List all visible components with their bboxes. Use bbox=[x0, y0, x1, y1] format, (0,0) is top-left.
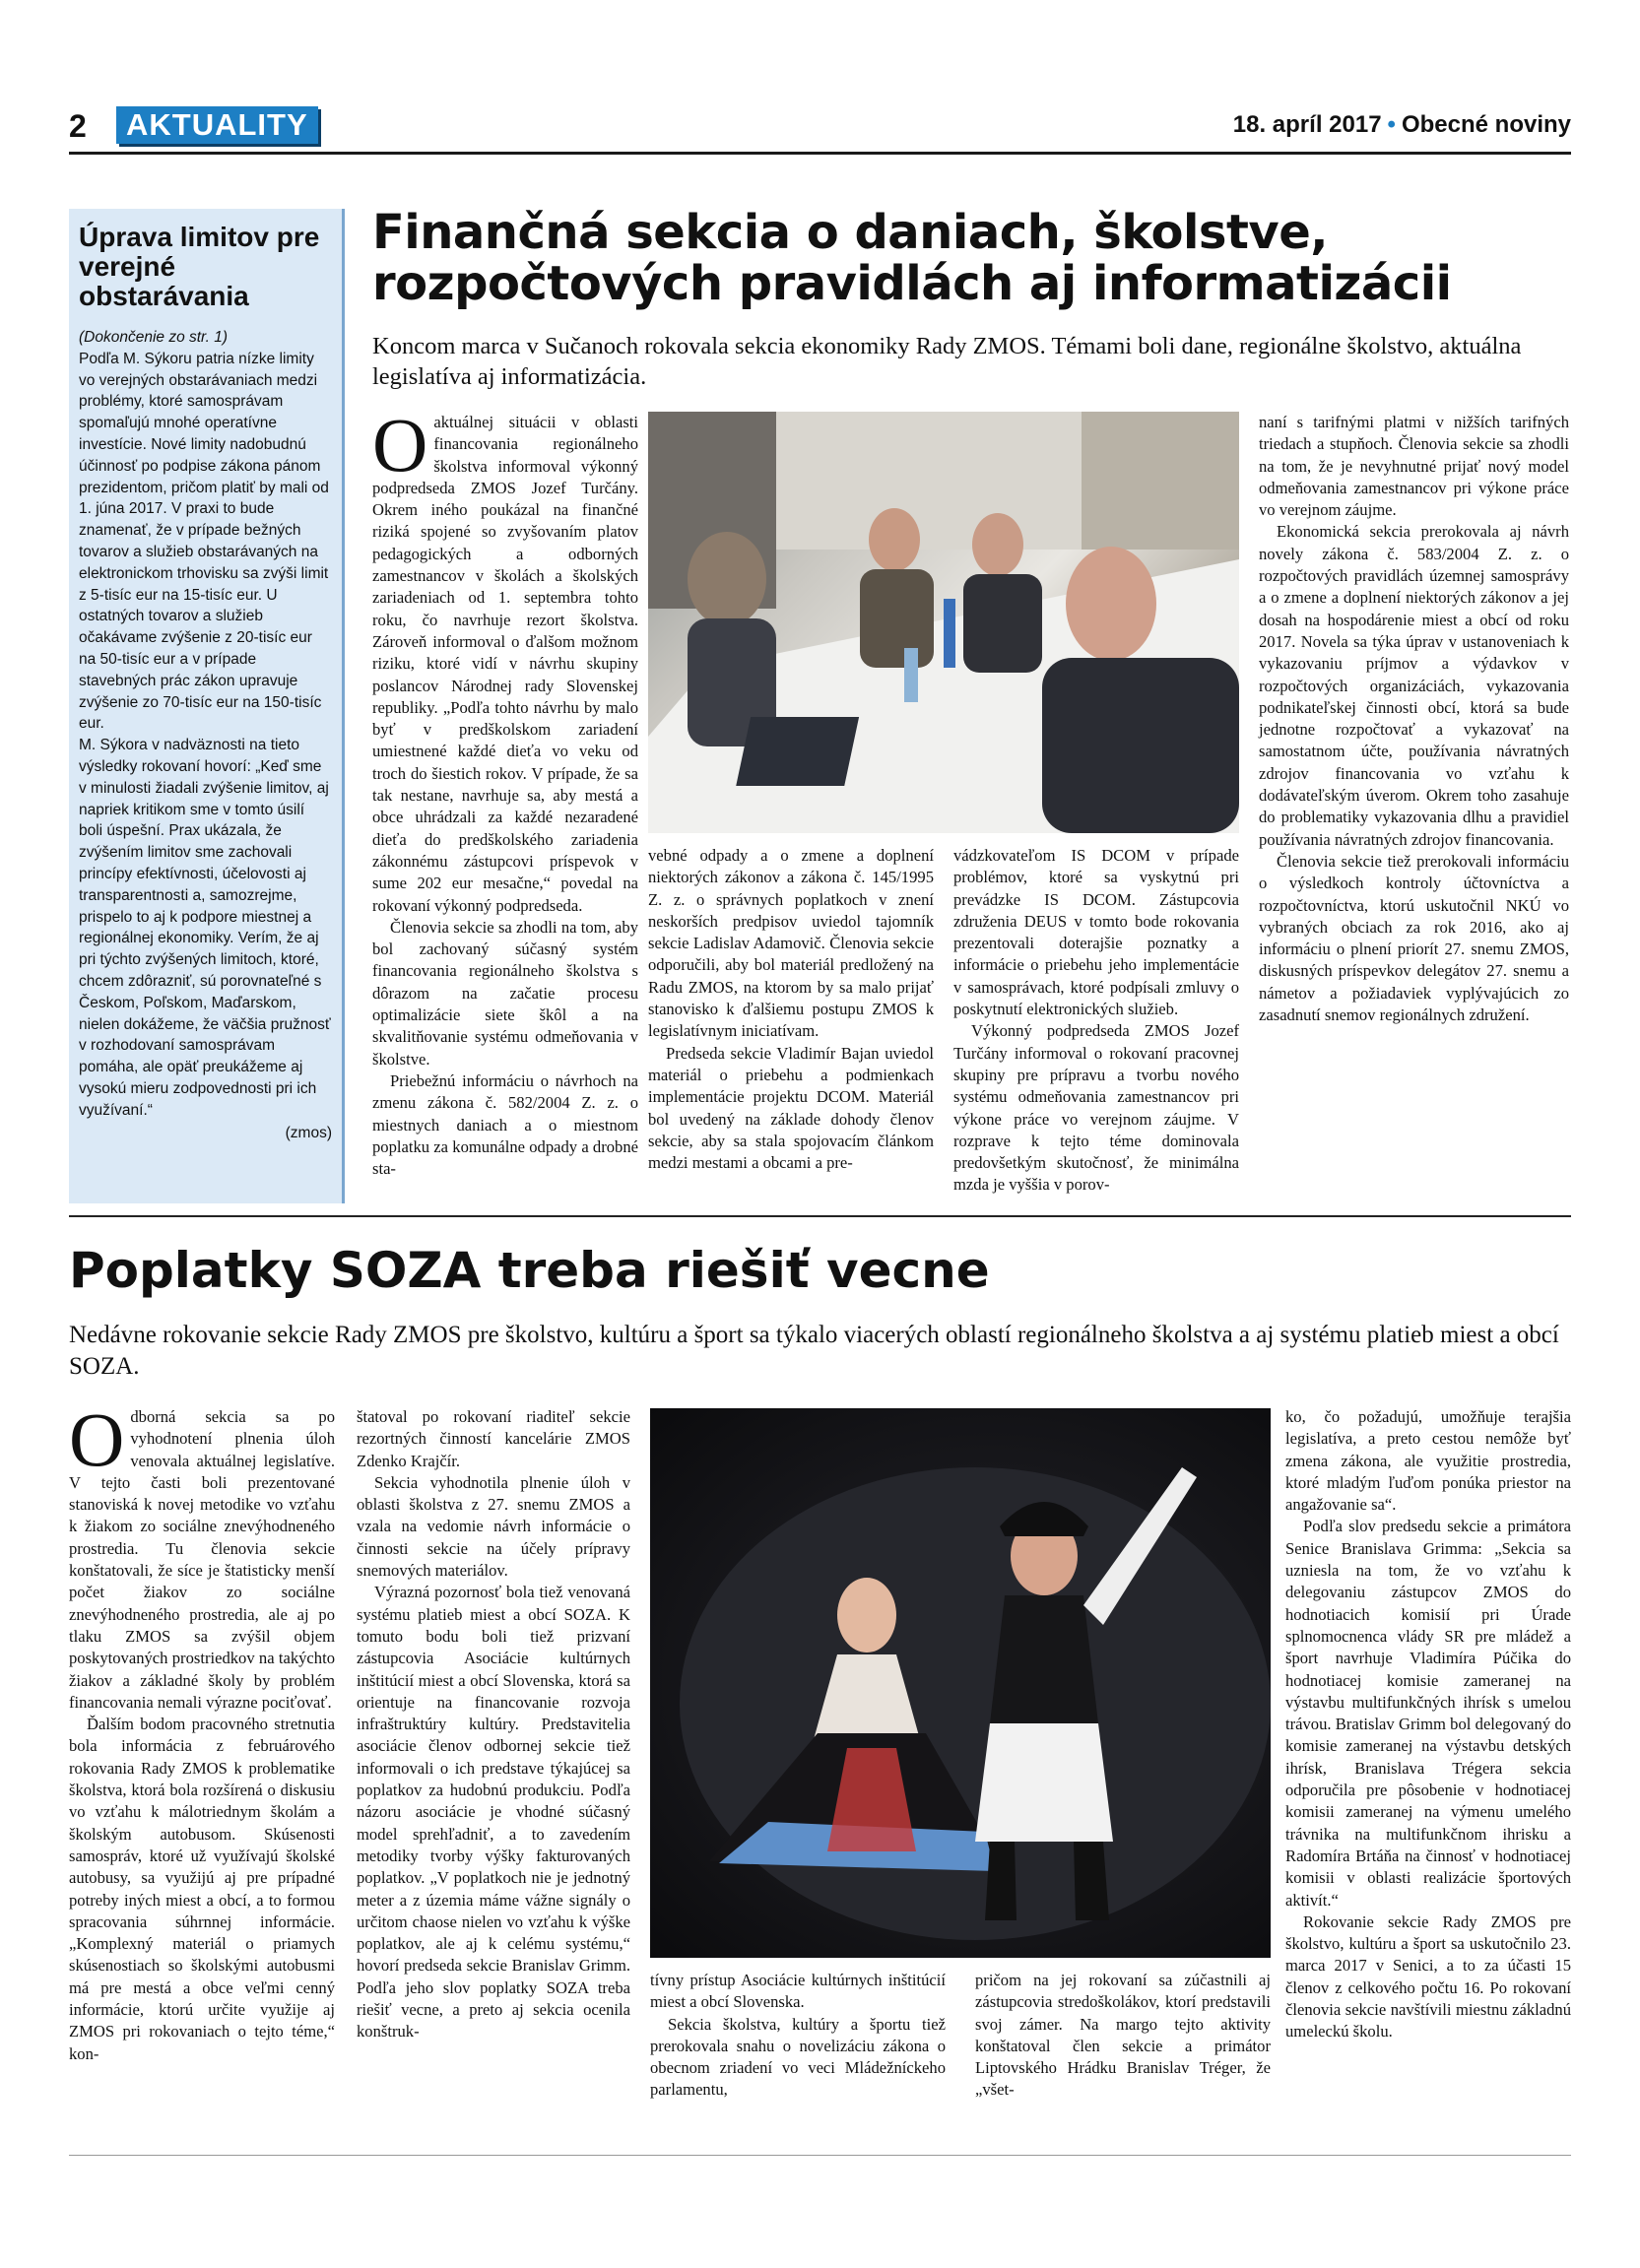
article2-paragraph: pričom na jej rokovaní sa zúčastnili aj zástupcovia stredoškolákov, ktorí predstavili svoj zámer. Na margo tejto aktivity konštatoval člen sekcie a primátor Liptovského Hrádku Branislav Tréger, že „všet- bbox=[975, 1971, 1271, 2100]
article1-column-4 bbox=[1259, 412, 1569, 1026]
meeting-photo bbox=[648, 412, 1239, 833]
article1-paragraph: vádzkovateľom IS DCOM v prípade problémov, ktoré sa vyskytnú pri prevádzke IS DCOM. Zástupcovia združenia DEUS v tomto bode rokovania prezentovali doterajšie poznatky a informácie o priebehu jeho implementácie v samosprávach, ktoré podpísali zmluvy o poskytnutí elektronických služieb. bbox=[953, 846, 1239, 1019]
article2-paragraph: Odborná sekcia sa po vyhodnotení plnenia úloh venovala aktuálnej legislatíve. V tejto časti boli prezentované stanoviská k novej metodike vo vzťahu k žiakom zo sociálne znevýhodneného prostredia. Tu členovia sekcie konštatovali, že síce je štatisticky menší počet žiakov zo sociálne znevýhodneného prostredia, ale aj po tlaku ZMOS sa zvýšil objem poskytovaných prostriedkov na takýchto žiakov a základné školy by problém financovania nemali výrazne pociťovať. bbox=[69, 1396, 335, 1712]
page-number: 2 bbox=[69, 108, 87, 144]
article1-column-1 bbox=[372, 402, 638, 1180]
article1-paragraph: vebné odpady a o zmene a doplnení niektorých zákonov a zákona č. 145/1995 Z. z. o správnych poplatkoch v znení neskorších predpisov uviedol tajomník sekcie Ladislav Adamovič. Členovia sekcie odporučili, aby bol materiál predložený na Radu ZMOS, na ktorom by sa malo prijať stanovisko k ďalšiemu postupu ZMOS k legislatívnym iniciatívam. bbox=[648, 846, 934, 1041]
article1-paragraph: Členovia sekcie tiež prerokovali informáciu o výsledkoch kontroly účtovníctva a rozpočtovníctva, ktorú uskutočnil NKÚ vo vybraných obciach za rok 2016, ako aj informáciu o plnení priorít 27. snemu ZMOS, diskusných príspevkov delegátov 27. snemu a námetov a požiadaviek vyplývajúcich zo zasadnutí snemov regionálnych združení. bbox=[1259, 851, 1569, 1025]
drop-cap: O bbox=[69, 1396, 125, 1482]
article2-lead: Nedávne rokovanie sekcie Rady ZMOS pre školstvo, kultúru a šport sa týkalo viacerých oblastí regionálneho školstva a aj systému platieb miest a obcí SOZA. bbox=[69, 1322, 1559, 1380]
article2-paragraph: tívny prístup Asociácie kultúrnych inštitúcií miest a obcí Slovenska. bbox=[650, 1971, 946, 2012]
issue-date: 18. apríl 2017 bbox=[1232, 111, 1382, 138]
article2-paragraph: Výrazná pozornosť bola tiež venovaná systému platieb miest a obcí SOZA. K tomuto bodu boli tiež prizvaní zástupcovia Asociácie kultúrnych inštitúcií miest a obcí Slovenska, ktorá sa orientuje na financovanie rozvoja infraštruktúry kultúry. Predstavitelia asociácie členov odbornej sekcie tiež informovali o ich predstave týkajúcej sa poplatkov za hudobnú produkciu. Podľa názoru asociácie je vhodné súčasný model sprehľadniť, a to zavedením metodiky tvorby výšky fakturovaných poplatkov. „V poplatkoch nie je jednotný meter a z územia máme vážne signály o určitom chaose nielen vo vzťahu k výške poplatkov, ale aj k celému systému,“ hovorí predseda sekcie Branislav Grimm. Podľa jeho slov poplatky SOZA treba riešiť vecne, a preto aj sekcia ocenila konštruk- bbox=[357, 1583, 630, 2041]
article2-column-5 bbox=[1285, 1406, 1571, 2043]
article2-paragraph: Sekcia vyhodnotila plnenie úloh v oblasti školstva z 27. snemu ZMOS a vzala na vedomie návrh informácie o činnosti sekcie na účely prípravy snemových materiálov. bbox=[357, 1472, 630, 1581]
article2-column-4 bbox=[975, 1970, 1271, 2102]
article2-paragraph: Sekcia školstva, kultúry a športu tiež prerokovala snahu o novelizáciu zákona o obecnom zriadení vo veci Mládežníckeho parlamentu, bbox=[650, 2014, 946, 2100]
article2-paragraph: Podľa slov predsedu sekcie a primátora Senice Branislava Grimma: „Sekcia sa uzniesla na tom, že vo vzťahu k delegovaniu zástupcov ZMOS do hodnotiacich komisií pri Úrade splnomocnenca vlády SR pre mládež a šport navrhuje Vladimíra Púčika do hodnotiacej komisie zameranej na výstavbu multifunkčných ihrísk s umelou trávou. Bratislav Grimm bol delegovaný do komisie zameranej na výstavbu detských ihrísk, Branislava Trégera sekcia odporučila pre pôsobenie v hodnotiacej komisii zameranej na výmenu umelého trávnika na multifunkčnom ihrisku a Radomíra Brtáňa na činnosť v hodnotiacej komisii v oblasti realizácie športových aktivít.“ bbox=[1285, 1517, 1571, 1910]
sidebar-paragraph: M. Sýkora v nadväznosti na tieto výsledky rokovaní hovorí: „Keď sme v minulosti žiadali zvýšenie limitov, aj napriek kritikom sme v tomto úsilí boli úspešní. Prax ukázala, že zvýšením limitov sme zachovali princípy efektívnosti, účelovosti aj transparentnosti a, samozrejme, prispelo to aj k podpore miestnej a regionálnej ekonomiky. Verím, že aj pri týchto zvýšených limitoch, ktoré, chcem zdôrazniť, sú porovnateľné s Českom, Poľskom, Maďarskom, nielen dokážeme, že väčšia pružnosť v rozhodovaní samosprávam pomáha, ale opäť preukážeme aj vysokú mieru zodpovednosti pri ich využívaní.“ bbox=[79, 737, 331, 1119]
sidebar-title: Úprava limitov pre verejné obstarávania bbox=[79, 222, 320, 311]
article1-column-2 bbox=[648, 845, 934, 1174]
folk-dance-illustration bbox=[650, 1408, 1271, 1958]
article1-column-3 bbox=[953, 845, 1239, 1197]
sidebar-signature: (zmos) bbox=[285, 1125, 332, 1142]
article2-paragraph: Ďalším bodom pracovného stretnutia bola informácia z februárového rokovania Rady ZMOS k problematike školstva, ktorá bola rozšírená o diskusiu vo vzťahu k málotriednym školám a školským autobusom. Skúsenosti samospráv, ktoré už využívajú školské autobusy, sa využijú aj pre prípadné potreby iných miest a obcí, a to formou spracovania súhrnnej informácie. „Komplexný materiál o priamych skúsenostiach so školskými autobusmi má pre mestá a obce veľmi cenný informácie, ktorú určite využije aj ZMOS pri rokovaniach o tejto téme,“ kon- bbox=[69, 1715, 335, 2063]
meeting-photo-illustration bbox=[648, 412, 1239, 833]
article1-paragraph: Oaktuálnej situácii v oblasti financovania regionálneho školstva informoval výkonný podpredseda ZMOS Jozef Turčány. Okrem iného poukázal na finančné riziká spojené so zvyšovaním platov pedagogických a odborných zamestnancov v školách a školských zariadeniach od 1. septembra tohto roku, čo navrhuje rezort školstva. Zároveň informoval o ďalšom možnom riziku, ktoré vidí v návrhu skupiny poslancov Národnej rady Slovenskej republiky. „Podľa tohto návrhu by malo byť v predškolskom zariadení umiestnené každé dieťa vo veku od troch do šiestich rokov. V prípade, že sa tak nestane, navrhuje sa, aby mestá a obce uhrádzali za každé nezaradené dieťa do predškolského zariadenia zákonnému zástupcovi príspevok v sume 202 eur mesačne,“ povedal na rokovaní výkonný podpredseda. bbox=[372, 402, 638, 915]
bullet-icon: • bbox=[1387, 111, 1396, 138]
article2-column-3 bbox=[650, 1970, 946, 2102]
article2-column-2 bbox=[357, 1406, 630, 2043]
sidebar-continued: (Dokončenie zo str. 1) bbox=[79, 329, 229, 346]
drop-cap: O bbox=[372, 402, 428, 487]
article2-paragraph: štatoval po rokovaní riaditeľ sekcie rezortných činností kancelárie ZMOS Zdenko Krajčír. bbox=[357, 1407, 630, 1470]
article-divider bbox=[69, 1215, 1571, 1217]
article2-column-1 bbox=[69, 1396, 335, 2065]
dateline bbox=[1233, 111, 1571, 139]
article1-paragraph: Výkonný podpredseda ZMOS Jozef Turčány informoval o rokovaní pracovnej skupiny pre prípravu a tvorbu nového systému odmeňovania zamestnancov pri výkone práce vo verejnom záujme. V rozprave k tejto téme dominovala predovšetkým skutočnosť, že minimálna mzda je vyššia v porov- bbox=[953, 1021, 1239, 1195]
publication-name: Obecné noviny bbox=[1401, 111, 1571, 138]
article1-paragraph: Predseda sekcie Vladimír Bajan uviedol materiál o priebehu a podmienkach implementácie projektu DCOM. Materiál bol uvedený na základe dohody členov sekcie, aby sa stala spojovacím článkom medzi mestami a obcami a pre- bbox=[648, 1043, 934, 1173]
article2-paragraph: ko, čo požadujú, umožňuje terajšia legislatíva, a preto cestou nemôže byť zmena zákona, ale využitie prostredia, ktoré mladým ľuďom ponúka priestor na angažovanie sa“. bbox=[1285, 1407, 1571, 1515]
sidebar-box bbox=[69, 209, 345, 1203]
article2-headline: Poplatky SOZA treba riešiť vecne bbox=[69, 1242, 990, 1299]
sidebar-paragraph: Podľa M. Sýkoru patria nízke limity vo verejných obstarávaniach medzi problémy, ktoré samosprávam spomaľujú mnohé operatívne investície. Nové limity nadobudnú účinnosť po podpise zákona pánom prezidentom, pričom platiť by mali od 1. júna 2017. V praxi to bude znamenať, že v prípade bežných tovarov a služieb obstarávaných na elektronickom trhovisku sa zvýši limit z 5-tisíc eur na 15-tisíc eur. U ostatných tovarov a služieb očakávame zvýšenie z 20-tisíc eur na 50-tisíc eur a v prípade stavebných prác zákon upravuje zvýšenie zo 70-tisíc eur na 150-tisíc eur. bbox=[79, 350, 329, 733]
article1-lead: Koncom marca v Sučanoch rokovala sekcia ekonomiky Rady ZMOS. Témami boli dane, regionálne školstvo, aktuálna legislatíva aj informatizácia. bbox=[372, 333, 1522, 390]
article1-paragraph: naní s tarifnými platmi v nižších tarifných triedach a stupňoch. Členovia sekcie sa zhodli na tom, že je nevyhnutné prijať nový model odmeňovania zamestnancov pri výkone práce vo verejnom záujme. bbox=[1259, 413, 1569, 520]
article1-paragraph: Ekonomická sekcia prerokovala aj návrh novely zákona č. 583/2004 Z. z. o rozpočtových pravidlách územnej samosprávy a o zmene a doplnení niektorých zákonov a jej dosah na hospodárenie miest a obcí od roku 2017. Novela sa týka úprav v ustanoveniach k vykazovaniu príjmov a výdavkov v rozpočtových organizáciách, vykazovania podnikateľskej činnosti obcí, ktorá sa bude jednotne rozpočtovať a vykazovať na samostatnom účte, používania návratných zdrojov financovania vo vzťahu k dodávateľským úverom. Okrem toho zasahuje do problematiky vykazovania dlhu a pravidiel používania návratných zdrojov financovania. bbox=[1259, 522, 1569, 849]
article1-paragraph: Priebežnú informáciu o návrhoch na zmenu zákona č. 582/2004 Z. z. o miestnych daniach a o miestnom poplatku za komunálne odpady a drobné sta- bbox=[372, 1070, 638, 1179]
article2-paragraph: Rokovanie sekcie Rady ZMOS pre školstvo, kultúru a šport sa uskutočnilo 23. marca 2017 v Senici, a to za účasti 15 členov z celkového počtu 16. Po rokovaní členovia sekcie navštívili miestnu základnú umeleckú školu. bbox=[1285, 1912, 1571, 2041]
page-bottom-rule bbox=[69, 2155, 1571, 2156]
article1-headline: Finančná sekcia o daniach, školstve, rozpočtových pravidlách aj informatizácii bbox=[372, 205, 1452, 311]
folk-dance-photo bbox=[650, 1408, 1271, 1958]
section-label: AKTUALITY bbox=[116, 106, 318, 144]
article1-paragraph: Členovia sekcie sa zhodli na tom, aby bol zachovaný súčasný systém financovania regionálneho školstva s dôrazom na začatie procesu optimalizácie siete škôl a na skvalitňovanie systému odmeňovania v školstve. bbox=[372, 917, 638, 1069]
